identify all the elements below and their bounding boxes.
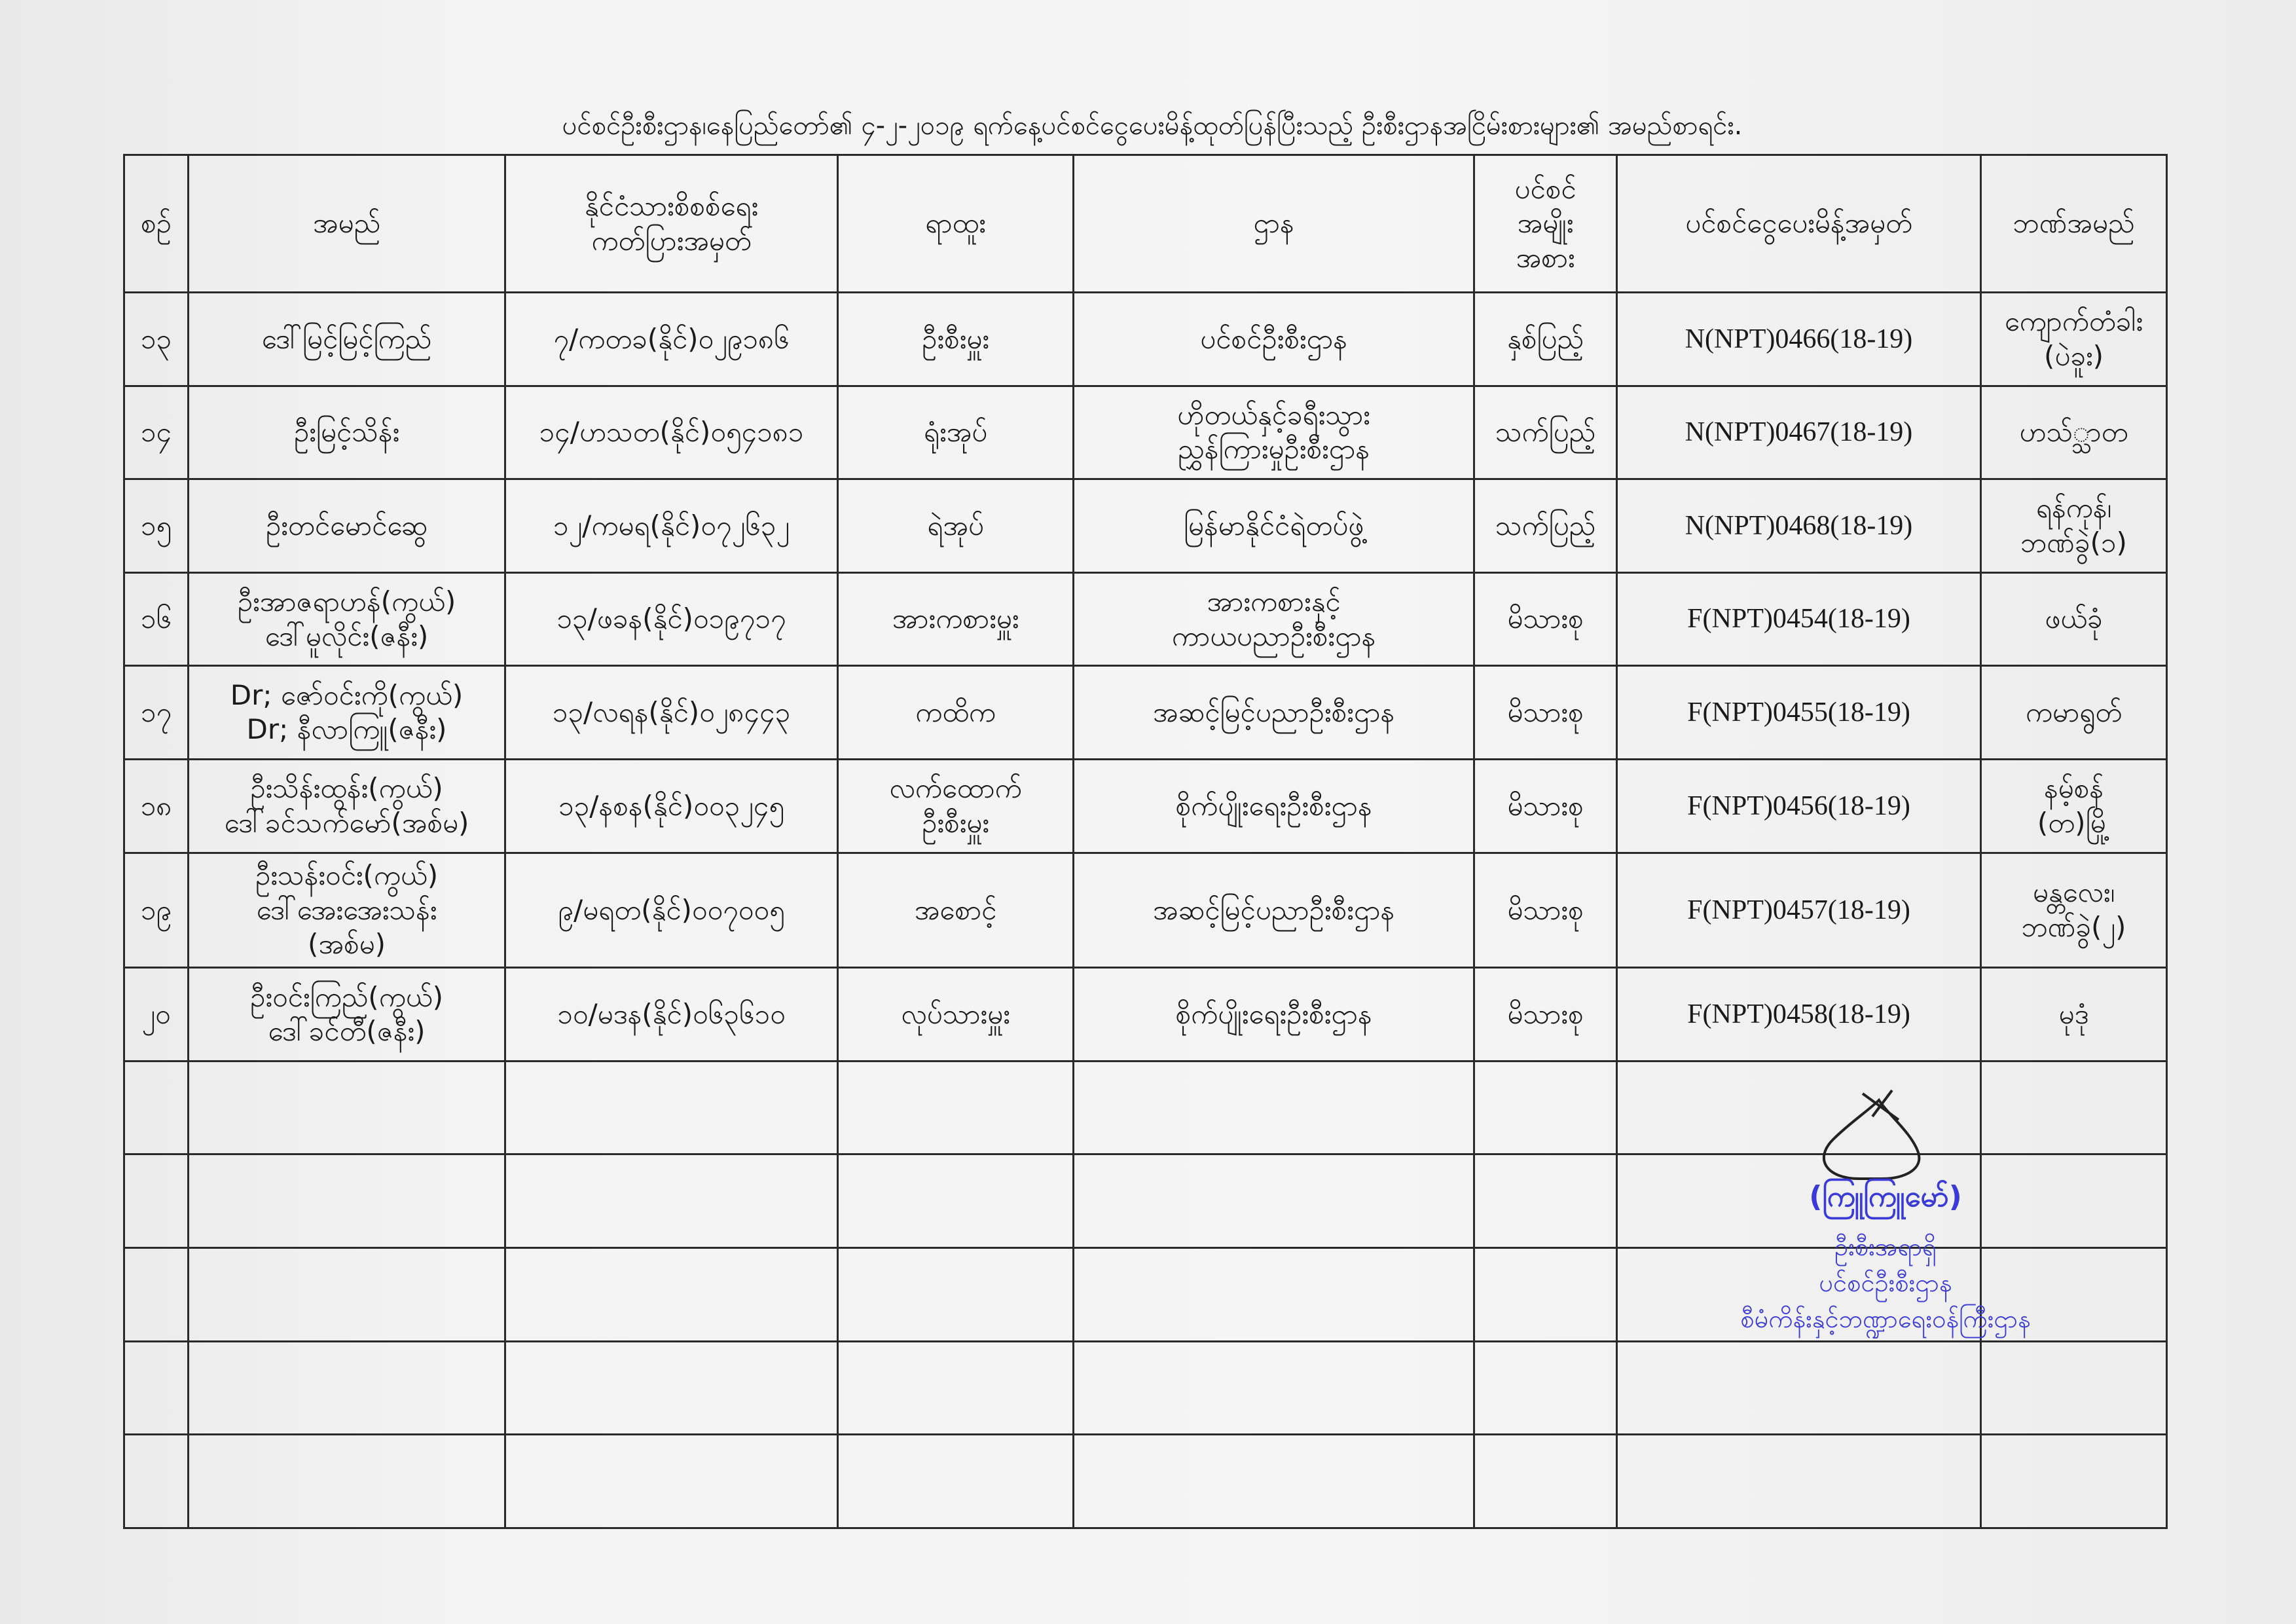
cell-empty [1617,1341,1981,1435]
cell-dept [1074,853,1474,968]
cell-dept-line: အဆင့်မြင့်ပညာဦးစီးဌာန [1152,695,1395,728]
seal-title: ဦးစီးအရာရှိ [1834,1232,1937,1261]
cell-empty [1474,1435,1617,1528]
cell-rank-line: ဦးစီးမှူး [922,806,989,839]
header-type-line: အမျိုး [1517,207,1574,240]
cell-empty [1474,1061,1617,1154]
cell-bank [1981,572,2167,666]
cell-bank [1981,293,2167,386]
official-seal [1715,1080,2056,1342]
cell-no: ၂၀ [124,968,189,1061]
header-name: အမည် [189,155,505,293]
table-row [124,293,2167,386]
cell-dept-line: ညွှန်ကြားမှုဦးစီးဌာန [1178,433,1370,466]
cell-bank-line: (ပဲခူး) [2043,339,2104,372]
cell-empty [838,1248,1074,1342]
cell-empty [1474,1248,1617,1342]
cell-empty [124,1341,189,1435]
cell-name [189,479,505,573]
cell-rank-line: ရဲအုပ် [927,509,984,542]
cell-no: ၁၉ [124,853,189,968]
cell-empty [189,1061,505,1154]
cell-bank-line: မုဒုံ [2058,997,2089,1030]
cell-rank [838,968,1074,1061]
cell-no: ၁၅ [124,479,189,573]
cell-empty [838,1061,1074,1154]
cell-bank-line: ကျောက်တံခါး [2004,305,2143,338]
cell-rank [838,293,1074,386]
cell-type: မိသားစု [1474,968,1617,1061]
cell-nrc: ၁၂/ကမရ(နိုင်)၀၇၂၆၃၂ [505,479,838,573]
cell-rank-line: လုပ်သားမှူး [901,997,1010,1030]
seal-department: ပင်စင်ဦးစီးဌာန [1819,1268,1952,1297]
cell-rank [838,479,1074,573]
cell-nrc: ၇/ကတခ(နိုင်)၀၂၉၁၈၆ [505,293,838,386]
cell-type: မိသားစု [1474,853,1617,968]
cell-permit: F(NPT)0457(18-19) [1617,853,1981,968]
header-no: စဉ် [124,155,189,293]
cell-name-line: (အစ်မ) [308,928,386,961]
cell-dept-line: ကာယပညာဦးစီးဌာန [1171,619,1376,652]
cell-empty [1074,1154,1474,1248]
cell-permit: F(NPT)0455(18-19) [1617,666,1981,760]
cell-empty [189,1435,505,1528]
cell-bank [1981,386,2167,479]
table-row [124,386,2167,479]
header-type [1474,155,1617,293]
cell-bank [1981,853,2167,968]
cell-dept-line: စိုက်ပျိုးရေးဦးစီးဌာန [1175,997,1372,1030]
table-row [124,853,2167,968]
cell-name-line: ဒေါ်မူလိုင်း(ဇနီး) [264,619,429,652]
seal-ministry: စီမံကိန်းနှင့်ဘဏ္ဍာရေးဝန်ကြီးဌာန [1740,1304,2031,1333]
cell-name [189,386,505,479]
cell-empty [505,1248,838,1342]
cell-nrc: ၁၀/မဒန(နိုင်)၀၆၃၆၁၀ [505,968,838,1061]
cell-name-line: ဦးသိန်းထွန်း(ကွယ်) [250,772,443,805]
cell-name-line: ဒေါ်ခင်တီ(ဇနီး) [268,1015,426,1048]
cell-empty [505,1435,838,1528]
cell-type: မိသားစု [1474,759,1617,853]
cell-empty [838,1435,1074,1528]
cell-bank [1981,479,2167,573]
cell-empty [838,1341,1074,1435]
cell-no: ၁၄ [124,386,189,479]
header-permit: ပင်စင်ငွေပေးမိန့်အမှတ် [1617,155,1981,293]
table-row [124,572,2167,666]
cell-rank [838,759,1074,853]
cell-name-line: Dr; နီလာကြူ(ဇနီး) [246,713,447,746]
cell-empty [1074,1341,1474,1435]
cell-rank-line: ဦးစီးမှူး [922,322,989,355]
cell-name-line: ဦးဝင်းကြည်(ကွယ်) [250,980,443,1013]
cell-dept [1074,479,1474,573]
cell-dept-line: စိုက်ပျိုးရေးဦးစီးဌာန [1175,789,1372,822]
cell-empty [838,1154,1074,1248]
cell-empty [124,1061,189,1154]
cell-bank-line: ဖယ်ခုံ [2045,602,2103,635]
cell-type: နှစ်ပြည့် [1474,293,1617,386]
cell-empty [505,1341,838,1435]
cell-no: ၁၆ [124,572,189,666]
header-nrc-line: ကတ်ပြားအမှတ် [591,224,752,257]
cell-empty [1981,1341,2167,1435]
cell-type: သက်ပြည့် [1474,479,1617,573]
cell-name-line: ဒေါ်အေးအေးသန်း [256,893,437,926]
cell-rank-line: အားကစားမှူး [892,602,1019,635]
cell-empty [1981,1435,2167,1528]
cell-empty [189,1341,505,1435]
cell-empty [1617,1435,1981,1528]
table-row [124,479,2167,573]
header-type-line: အစား [1516,241,1575,274]
header-dept: ဌာန [1074,155,1474,293]
seal-name: (ကြူကြူမော်) [1809,1180,1962,1213]
cell-empty [505,1154,838,1248]
cell-dept [1074,572,1474,666]
cell-permit: N(NPT)0468(18-19) [1617,479,1981,573]
cell-name-line: ဦးသန်းဝင်း(ကွယ်) [255,859,439,892]
cell-bank [1981,968,2167,1061]
cell-bank-line: မန္တလေး၊ [2032,876,2115,909]
cell-empty [124,1248,189,1342]
cell-rank-line: ရုံးအုပ် [923,416,988,449]
table-row [124,968,2167,1061]
cell-bank-line: ဟသ်္သာတ [2019,416,2128,449]
table-body [124,293,2167,1528]
header-rank: ရာထူး [838,155,1074,293]
cell-permit: F(NPT)0458(18-19) [1617,968,1981,1061]
cell-name-line: ဒေါ်ခင်သက်မော်(အစ်မ) [224,806,469,839]
table-row [124,759,2167,853]
cell-no: ၁၈ [124,759,189,853]
header-nrc [505,155,838,293]
cell-permit: N(NPT)0467(18-19) [1617,386,1981,479]
cell-nrc: ၁၃/လရန(နိုင်)၀၂၈၄၄၃ [505,666,838,760]
cell-name [189,293,505,386]
cell-nrc: ၉/မရတ(နိုင်)၀၀၇၀၀၅ [505,853,838,968]
cell-empty [189,1154,505,1248]
cell-rank-line: အစောင့် [914,893,997,926]
cell-rank [838,572,1074,666]
table-row-blank [124,1341,2167,1435]
cell-name [189,759,505,853]
cell-empty [124,1154,189,1248]
cell-dept [1074,759,1474,853]
cell-name-line: ဒေါ်မြင့်မြင့်ကြည် [261,322,432,355]
cell-rank [838,666,1074,760]
cell-empty [124,1435,189,1528]
cell-dept-line: အဆင့်မြင့်ပညာဦးစီးဌာန [1152,893,1395,926]
header-type-line: ပင်စင် [1514,172,1576,205]
cell-permit: N(NPT)0466(18-19) [1617,293,1981,386]
cell-permit: F(NPT)0456(18-19) [1617,759,1981,853]
cell-rank-line: ကထိက [915,695,996,728]
cell-empty [189,1248,505,1342]
cell-dept-line: ဟိုတယ်နှင့်ခရီးသွား [1177,398,1370,431]
cell-type: သက်ပြည့် [1474,386,1617,479]
cell-type: မိသားစု [1474,666,1617,760]
cell-permit: F(NPT)0454(18-19) [1617,572,1981,666]
cell-dept-line: ပင်စင်ဦးစီးဌာန [1200,322,1347,355]
cell-no: ၁၃ [124,293,189,386]
cell-name-line: ဦးတင်မောင်ဆွေ [265,509,428,542]
cell-bank-line: ကမာရွတ် [2025,695,2123,728]
cell-empty [1474,1341,1617,1435]
cell-name [189,572,505,666]
header-bank: ဘဏ်အမည် [1981,155,2167,293]
table-row [124,666,2167,760]
cell-name [189,666,505,760]
table-header-row [124,155,2167,293]
cell-empty [505,1061,838,1154]
cell-dept-line: မြန်မာနိုင်ငံရဲတပ်ဖွဲ့ [1183,509,1364,542]
cell-nrc: ၁၄/ဟသတ(နိုင်)၀၅၄၁၈၁ [505,386,838,479]
cell-dept-line: အားကစားနှင့် [1207,585,1341,618]
cell-empty [1074,1061,1474,1154]
cell-nrc: ၁၃/ဖခန(နိုင်)၀၁၉၇၁၇ [505,572,838,666]
cell-dept [1074,968,1474,1061]
cell-empty [1074,1248,1474,1342]
cell-bank-line: နမ့်စန် [2043,772,2104,805]
cell-rank [838,853,1074,968]
header-nrc-line: နိုင်ငံသားစိစစ်ရေး [584,190,759,222]
cell-empty [1474,1154,1617,1248]
cell-name-line: ဦးမြင့်သိန်း [293,416,400,449]
cell-bank-line: ရန်ကုန်၊ [2035,492,2112,525]
cell-name [189,968,505,1061]
signature-icon [1715,1080,2056,1185]
cell-no: ၁၇ [124,666,189,760]
cell-name [189,853,505,968]
cell-dept [1074,386,1474,479]
cell-type: မိသားစု [1474,572,1617,666]
cell-rank [838,386,1074,479]
cell-bank [1981,759,2167,853]
cell-rank-line: လက်ထောက် [889,772,1022,805]
cell-bank-line: ဘဏ်ခွဲ(၁) [2020,526,2127,559]
cell-bank [1981,666,2167,760]
cell-dept [1074,666,1474,760]
cell-dept [1074,293,1474,386]
cell-bank-line: (တ)မြို့ [2037,806,2111,839]
cell-nrc: ၁၃/နစန(နိုင်)၀၀၃၂၄၅ [505,759,838,853]
cell-bank-line: ဘဏ်ခွဲ(၂) [2021,910,2126,943]
document-title: ပင်စင်ဦးစီးဌာန၊နေပြည်တော်၏ ၄-၂-၂၀၁၉ ရက်နေ့ပင်စင်ငွေပေးမိန့်ထုတ်ပြန်ပြီးသည့် ဦးစီးဌာနအငြိမ်းစားများ၏ အမည်စာရင်း. [562,111,1743,141]
table-row-blank [124,1435,2167,1528]
cell-name-line: ဦးအာဇရာဟန်(ကွယ်) [237,585,456,618]
cell-empty [1074,1435,1474,1528]
cell-name-line: Dr; ဇော်ဝင်းကို(ကွယ်) [230,678,464,711]
